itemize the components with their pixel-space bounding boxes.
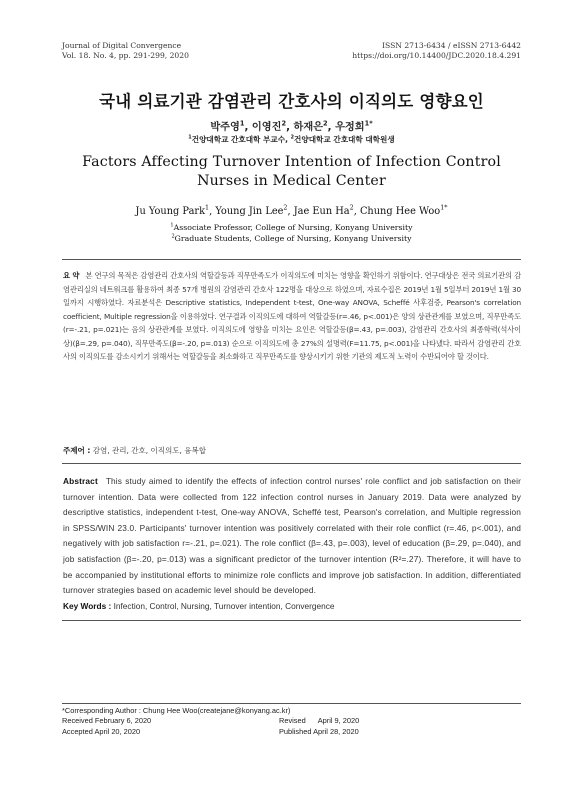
english-abstract — [63, 474, 521, 599]
author-en: Young Jin Lee — [215, 206, 284, 217]
doi-link[interactable]: https://doi.org/10.14400/JDC.2020.18.4.291 — [352, 51, 521, 60]
divider — [62, 259, 521, 260]
english-affiliations: $^1$Associate Professor, College of Nursing, Konyang University $^2$Graduate Students, College of Nursing, Konyang University — [170, 222, 413, 243]
affiliation-en: Graduate Students, College of Nursing, Konyang University — [174, 234, 412, 243]
author-en: Chung Hee Woo — [359, 206, 441, 217]
author-ko: 우정희 — [335, 122, 365, 133]
footnote-divider — [62, 703, 521, 704]
accepted-date: April 20, 2020 — [94, 726, 141, 736]
korean-keywords — [63, 445, 521, 456]
english-title: Factors Affecting Turnover Intention of Infection Control Nurses in Medical Center — [82, 154, 501, 189]
abstract-en-label: Abstract — [63, 476, 98, 486]
revised-date: April 9, 2020 — [317, 716, 360, 726]
received-date: February 6, 2020 — [94, 716, 152, 726]
author-en: Jae Eun Ha — [293, 206, 350, 217]
author-ko: 이영진 — [251, 122, 282, 133]
korean-affiliations: $^1$건양대학교 간호대학 부교수, $^2$건양대학교 간호대학 대학원생 — [188, 134, 395, 144]
abstract-ko-label: 요 약 — [63, 271, 80, 280]
issn: ISSN 2713-6434 / eISSN 2713-6442 — [382, 41, 521, 50]
keywords-ko-text: 감염, 관리, 간호, 이직의도, 융복합 — [92, 446, 207, 455]
keywords-en-text: Infection, Control, Nursing, Turnover intention, Convergence — [113, 601, 335, 611]
keywords-en-label: Key Words : — [63, 601, 112, 611]
english-keywords — [63, 601, 521, 611]
published-date: April 28, 2020 — [313, 726, 359, 736]
affiliation-en: Associate Professor, College of Nursing, Konyang University — [173, 223, 413, 232]
published-label: Published — [279, 726, 312, 736]
footnote — [62, 706, 521, 737]
korean-authors: 박주영$^1$, 이영진$^2$, 하재은$^2$, 우정희$^{1*}$ — [210, 119, 373, 133]
divider — [62, 620, 521, 621]
abstract-en-text: This study aimed to identify the effects of infection control nurses' role conflict and job satisfaction on their turnover intention. Data were collected from 122 infection control nurses in January 2019. Data were analyzed by descriptive statistics, independent t-test, One-way ANOVA, Scheffé test, Pearson's correlation, and Multiple regression in SPSS/WIN 23.0. Participants' turnover intention was positively correlated with their role conflict (r=.46, p<.001), and negatively with job satisfaction r=-.21, p=.021). The role conflict (β=.43, p=.003), level of education (β=.29, p=.040), and job satisfaction (β=-.20, p=.013) was a significant predictor of the turnover intention (R²=.27). Therefore, it will have to be accompanied by institutional efforts to minimize role conflicts and improve job satisfaction. In addition, differentiated turnover strategies based on academic level should be developed. — [63, 476, 521, 596]
korean-abstract — [63, 269, 521, 364]
affiliation-ko: 건양대학교 간호대학 부교수 — [191, 135, 286, 144]
author-en: Ju Young Park — [135, 206, 206, 217]
journal-name: Journal of Digital Convergence — [62, 41, 182, 50]
accepted-label: Accepted — [62, 726, 93, 736]
affiliation-ko: 건양대학교 간호대학 대학원생 — [294, 135, 395, 144]
author-ko: 박주영 — [210, 122, 240, 133]
received-label: Received — [62, 716, 93, 726]
journal-volume: Vol. 18. No. 4, pp. 291-299, 2020 — [62, 51, 189, 60]
korean-title: 국내 의료기관 감염관리 간호사의 이직의도 영향요인 — [99, 92, 484, 111]
revised-label: Revised — [279, 716, 306, 726]
author-ko: 하재은 — [293, 122, 324, 133]
divider — [62, 463, 521, 464]
english-authors: Ju Young Park$^1$, Young Jin Lee$^2$, Jae Eun Ha$^2$, Chung Hee Woo$^{1*}$ — [135, 203, 448, 217]
corresponding-author: *Corresponding Author : Chung Hee Woo(createjane@konyang.ac.kr) — [62, 706, 291, 715]
abstract-ko-text: 본 연구의 목적은 감염관리 간호사의 역할갈등과 직무만족도가 이직의도에 미치는 영향을 확인하기 위함이다. 연구대상은 전국 의료기관의 감염관리실의 네트워크를 활용하여 최종 57개 병원의 감염관리 간호사 122명을 대상으로 하였으며, 자료수집은 2019년 1월 5일부터 2019년 1월 30일까지 시행하였다. 자료분석은 Descriptive statistics, Independent t-test, One-way ANOVA, Scheffé 사후검증, Pearson's correlation coefficient, Multiple regression을 이용하였다. 연구결과 이직의도에 대하여 역할갈등(r=.46, p<.001)은 양의 상관관계를 보였으며, 직무만족도(r=-.21, p=.021)는 음의 상관관계를 보였다. 이직의도에 영향을 미치는 요인은 역할갈등(β=.43, p=.003), 감염관리 간호사의 최종학력(석사이상)(β=.29, p=.040), 직무만족도(β=-.20, p=.013) 순으로 이직의도에 총 27%의 설명력(F=11.75, p<.001)을 나타냈다. 따라서 감염관리 간호사의 이직의도를 감소시키기 위해서는 역할갈등을 최소화하고 직무만족도를 향상시키기 위한 기관의 제도적 노력이 수반되어야 할 것이다. — [63, 271, 521, 361]
keywords-ko-label: 주제어 : — [63, 446, 91, 455]
